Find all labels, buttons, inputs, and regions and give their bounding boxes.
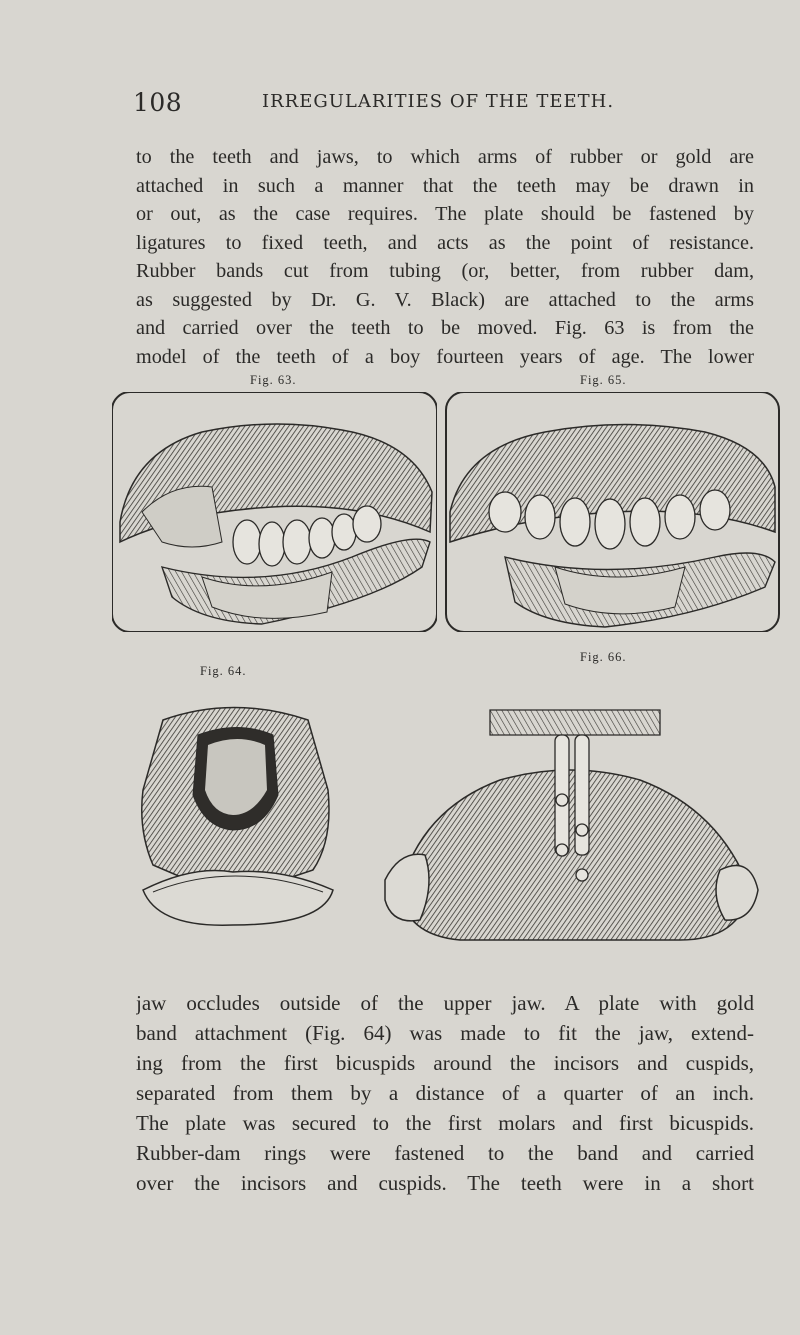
text-line: to the teeth and jaws, to which arms of rubber or gold are <box>136 146 754 168</box>
text-line: ligatures to fixed teeth, and acts as the point of resistance. <box>136 231 754 254</box>
fig-63-caption: Fig. 63. <box>250 373 297 387</box>
fig-64-illustration <box>133 700 338 940</box>
text-line: separated from them by a distance of a quarter of an inch. <box>136 1081 754 1105</box>
fig-66-caption: Fig. 66. <box>580 650 627 664</box>
fig-65-caption: Fig. 65. <box>580 373 627 387</box>
text-line: Rubber-dam rings were fastened to the band and carried <box>136 1141 754 1165</box>
text-line: and carried over the teeth to be moved. Fig. 63 is from the <box>136 317 754 339</box>
paragraph-top <box>136 143 754 371</box>
fig-66-illustration <box>380 690 760 950</box>
fig-63-illustration <box>112 392 437 632</box>
text-line: model of the teeth of a boy fourteen years of age. The lower <box>136 345 754 368</box>
paragraph-bottom <box>136 988 754 1198</box>
text-line: The plate was secured to the first molars and first bicuspids. <box>136 1111 754 1135</box>
fig-65-illustration <box>445 392 780 632</box>
text-line: ing from the first bicuspids around the incisors and cuspids, <box>136 1051 754 1075</box>
text-line: band attachment (Fig. 64) was made to fit the jaw, extend- <box>136 1021 754 1045</box>
text-line: as suggested by Dr. G. V. Black) are attached to the arms <box>136 288 754 311</box>
fig-64-caption: Fig. 64. <box>200 664 247 678</box>
running-head: IRREGULARITIES OF THE TEETH. <box>262 91 615 112</box>
page-number: 108 <box>133 88 183 117</box>
text-line: jaw occludes outside of the upper jaw. A plate with gold <box>136 991 754 1015</box>
text-line: or out, as the case requires. The plate should be fastened by <box>136 203 754 225</box>
text-line: attached in such a manner that the teeth may be drawn in <box>136 174 754 197</box>
text-line: Rubber bands cut from tubing (or, better, from rubber dam, <box>136 260 754 282</box>
text-line: over the incisors and cuspids. The teeth were in a short <box>136 1171 754 1195</box>
